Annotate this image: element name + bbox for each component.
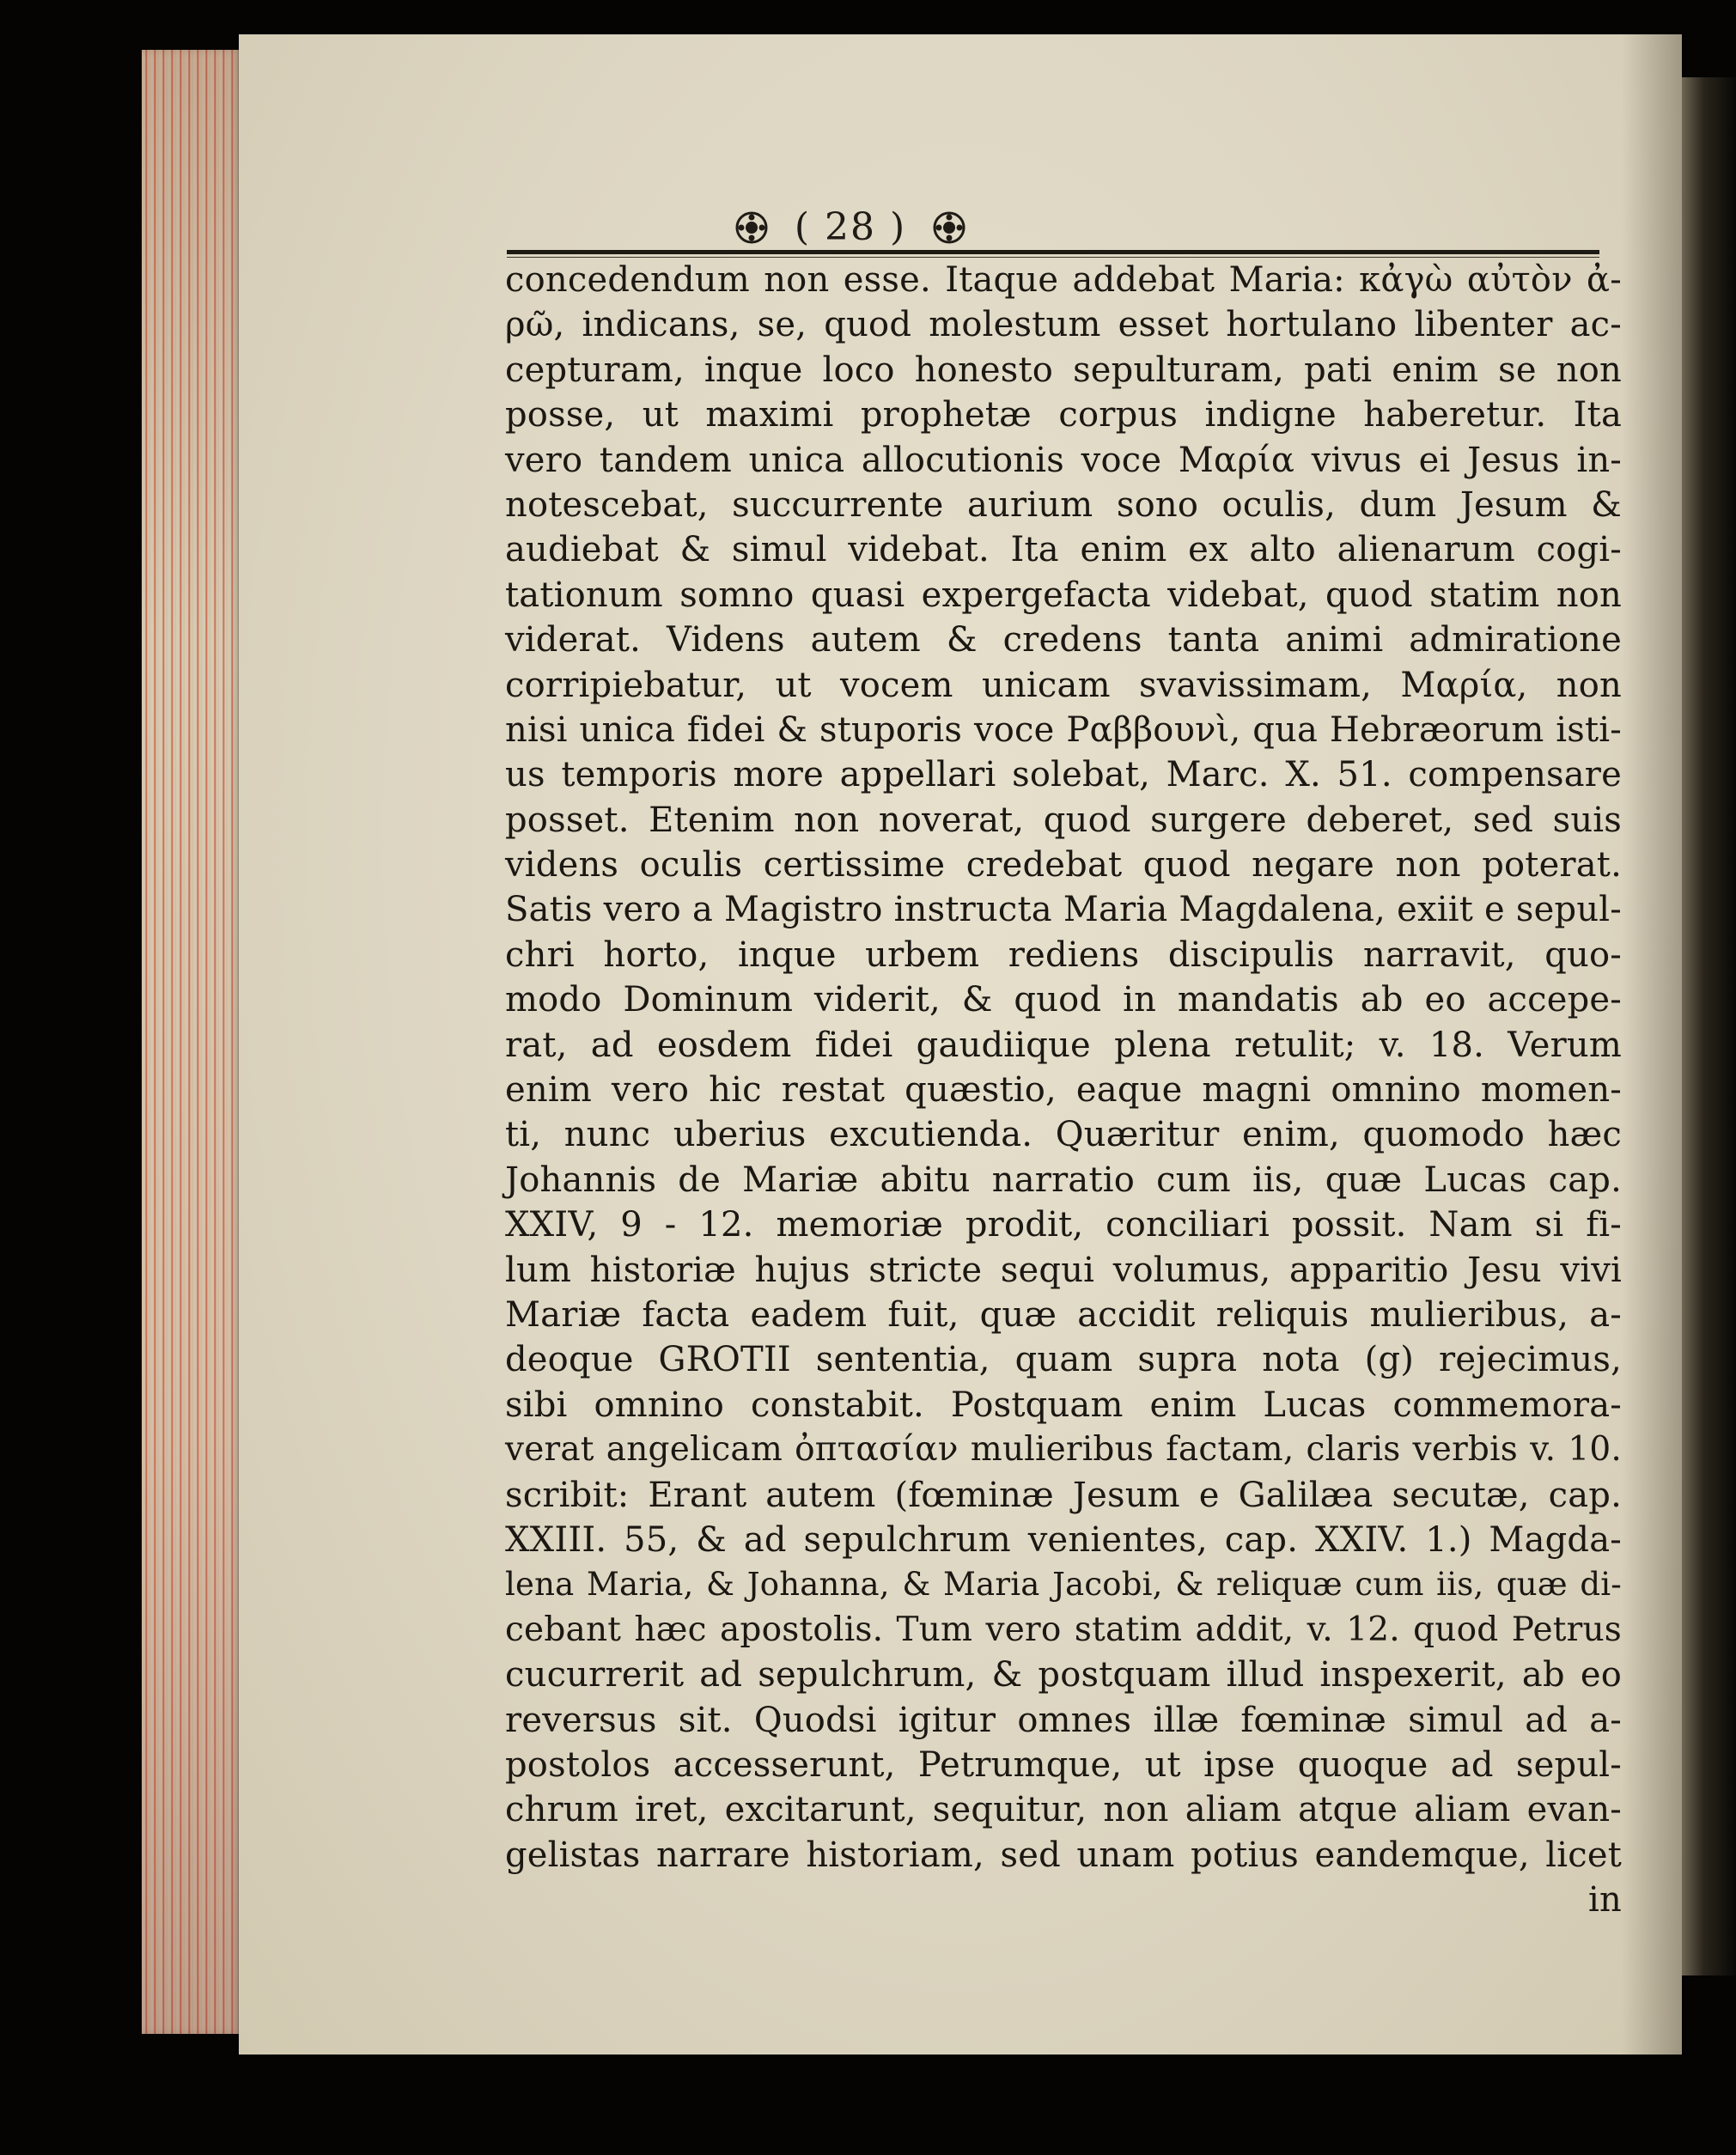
text-line: vero tandem unica allocutionis voce Μαρία vivus ei Jesus in-	[505, 440, 1622, 480]
text-line: posse, ut maximi prophetæ corpus indigne haberetur. Ita	[505, 395, 1622, 435]
ornament-left-icon	[734, 210, 769, 245]
text-line: scribit: Erant autem (fœminæ Jesum e Galilæa secutæ, cap.	[505, 1475, 1622, 1515]
text-line: concedendum non esse. Itaque addebat Maria: κἀγὼ αὐτὸν ἀ-	[505, 260, 1622, 300]
text-line: deoque GROTII sententia, quam supra nota (g) rejecimus,	[505, 1340, 1622, 1380]
text-line: corripiebatur, ut vocem unicam svavissimam, Μαρία, non	[505, 665, 1622, 705]
text-line: notescebat, succurrente aurium sono oculis, dum Jesum &	[505, 484, 1622, 525]
text-line: gelistas narrare historiam, sed unam potius eandemque, licet	[505, 1835, 1622, 1875]
running-header	[258, 199, 1443, 251]
text-line: lena Maria, & Johanna, & Maria Jacobi, & reliquæ cum iis, quæ di-	[505, 1566, 1622, 1604]
text-line: posset. Etenim non noverat, quod surgere deberet, sed suis	[505, 800, 1622, 840]
text-line: chrum iret, excitarunt, sequitur, non aliam atque aliam evan-	[505, 1790, 1622, 1830]
text-line: us temporis more appellari solebat, Marc. X. 51. compensare	[505, 755, 1622, 795]
text-line: rat, ad eosdem fidei gaudiique plena retulit; v. 18. Verum	[505, 1025, 1622, 1065]
text-line: postolos accesserunt, Petrumque, ut ipse quoque ad sepul-	[505, 1744, 1622, 1785]
binding-edge	[1682, 77, 1736, 1975]
header-rule	[507, 250, 1599, 254]
gutter-shadow	[1622, 34, 1682, 2055]
text-line: XXIV, 9 - 12. memoriæ prodit, conciliari possit. Nam si fi-	[505, 1205, 1622, 1245]
text-line: cebant hæc apostolis. Tum vero statim addit, v. 12. quod Petrus	[505, 1610, 1622, 1649]
body-text	[505, 258, 1622, 1922]
text-line: ρῶ, indicans, se, quod molestum esset hortulano libenter ac-	[505, 305, 1622, 345]
text-line: Mariæ facta eadem fuit, quæ accidit reliquis mulieribus, a-	[505, 1294, 1622, 1335]
ornament-right-icon	[932, 210, 966, 245]
text-line: chri horto, inque urbem rediens discipulis narravit, quo-	[505, 934, 1622, 975]
text-line: sibi omnino constabit. Postquam enim Lucas commemora-	[505, 1385, 1622, 1425]
text-line: Johannis de Mariæ abitu narratio cum iis, quæ Lucas cap.	[505, 1160, 1622, 1200]
catchword: in	[1588, 1880, 1622, 1921]
text-line: tationum somno quasi expergefacta videbat, quod statim non	[505, 575, 1622, 615]
text-line: XXIII. 55, & ad sepulchrum venientes, cap. XXIV. 1.) Magda-	[505, 1519, 1622, 1560]
text-line: nisi unica fidei & stuporis voce Ραββουνὶ, qua Hebræorum isti-	[505, 709, 1622, 750]
page-number: ( 28 )	[794, 204, 907, 249]
text-line: Satis vero a Magistro instructa Maria Magdalena, exiit e sepul-	[505, 890, 1622, 930]
text-line: reversus sit. Quodsi igitur omnes illæ fœminæ simul ad a-	[505, 1700, 1622, 1740]
text-line: modo Dominum viderit, & quod in mandatis ab eo accepe-	[505, 980, 1622, 1020]
text-line: viderat. Videns autem & credens tanta animi admiratione	[505, 620, 1622, 661]
text-line: videns oculis certissime credebat quod negare non poterat.	[505, 845, 1622, 886]
text-line: cucurrerit ad sepulchrum, & postquam illud inspexerit, ab eo	[505, 1655, 1622, 1695]
text-line: cepturam, inque loco honesto sepulturam, pati enim se non	[505, 350, 1622, 390]
text-line: enim vero hic restat quæstio, eaque magni omnino momen-	[505, 1070, 1622, 1111]
text-line: ti, nunc uberius excutienda. Quæritur enim, quomodo hæc	[505, 1115, 1622, 1155]
text-line: verat angelicam ὀπτασίαν mulieribus factam, claris verbis v. 10.	[505, 1430, 1622, 1470]
text-line: lum historiæ hujus stricte sequi volumus, apparitio Jesu vivi	[505, 1250, 1622, 1290]
page-edges-red	[142, 50, 241, 2034]
text-line: audiebat & simul videbat. Ita enim ex alto alienarum cogi-	[505, 530, 1622, 570]
